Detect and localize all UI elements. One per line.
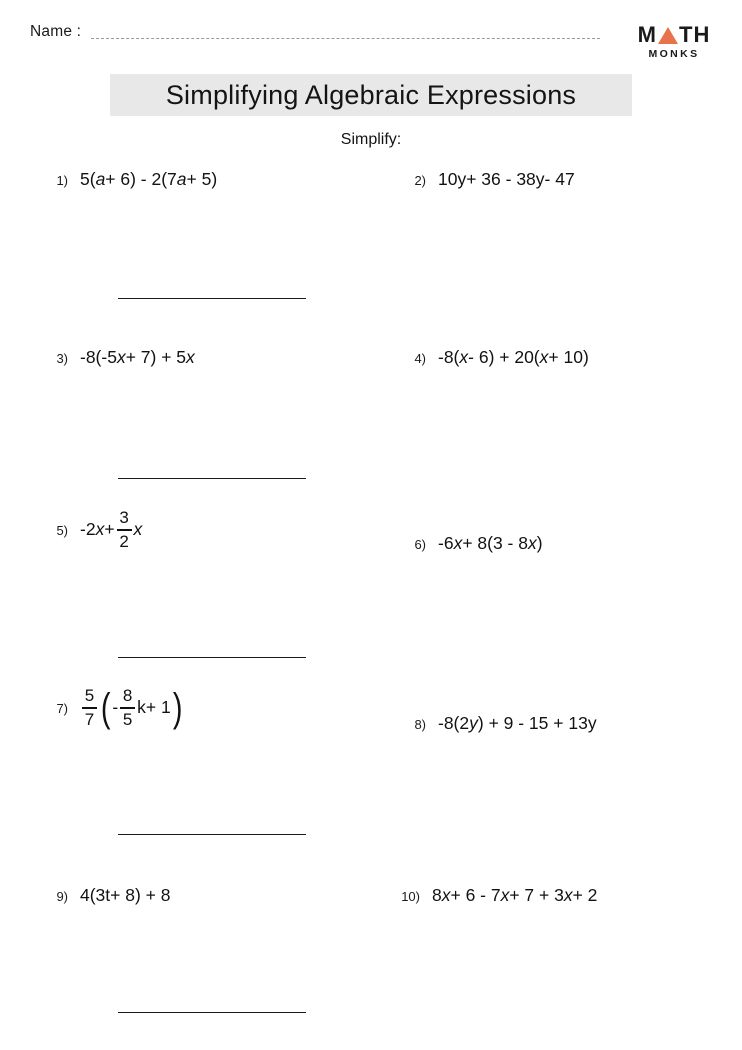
- answer-line-5[interactable]: [118, 657, 306, 658]
- problem-cell-2: [396, 152, 726, 330]
- problem-expression-5: [80, 509, 142, 550]
- problem-expression-3: [80, 347, 195, 369]
- variable: t: [105, 885, 111, 906]
- problem-expression-2: [438, 169, 575, 191]
- problem-number-8: 8): [414, 716, 426, 732]
- problem-number-2: 2): [414, 172, 426, 188]
- problem-cell-1: [38, 152, 368, 330]
- problem-expression-10: [432, 885, 597, 907]
- variable: y: [469, 713, 478, 734]
- problem-expression-8: [438, 713, 597, 735]
- variable: x: [539, 347, 549, 368]
- expr-segment: -8(: [438, 347, 460, 368]
- variable: y: [587, 713, 597, 734]
- answer-line-7[interactable]: [118, 834, 306, 835]
- fraction-5-over-7: [82, 687, 97, 728]
- expr-segment: + 1: [145, 697, 171, 718]
- fraction-bar: [117, 529, 132, 531]
- variable: x: [441, 885, 451, 906]
- problem-number-4: 4): [414, 350, 426, 366]
- expr-segment: 5(: [80, 169, 96, 190]
- expr-segment: -6: [438, 533, 454, 554]
- variable: x: [459, 347, 469, 368]
- problem-expression-4: [438, 347, 589, 369]
- logo-wordmark: [628, 24, 720, 46]
- problem-statement-6: [396, 522, 543, 566]
- open-paren: (: [100, 685, 111, 730]
- page-title: Simplifying Algebraic Expressions: [165, 79, 577, 110]
- problem-statement-3: [38, 336, 195, 380]
- problem-statement-4: [396, 336, 589, 380]
- logo-triangle-icon: [658, 27, 678, 44]
- problem-sheet: [0, 152, 742, 1042]
- fraction-bar: [120, 707, 135, 709]
- fraction-denominator: 2: [119, 531, 129, 551]
- problem-row: [0, 686, 742, 864]
- expr-segment: -8(2: [438, 713, 470, 734]
- variable: x: [186, 347, 195, 368]
- answer-line-1[interactable]: [118, 298, 306, 299]
- problem-cell-6: [396, 508, 726, 686]
- problem-expression-7: [80, 687, 184, 728]
- fraction-3-over-2: [117, 509, 132, 550]
- variable: x: [500, 885, 510, 906]
- problem-statement-5: [38, 508, 142, 552]
- close-paren: ): [172, 685, 183, 730]
- worksheet-title-bar: [110, 74, 632, 116]
- variable: a: [176, 169, 187, 190]
- page-header: [0, 0, 742, 62]
- problem-cell-8: [396, 686, 726, 864]
- variable: y: [457, 169, 467, 190]
- name-field-row: [30, 24, 600, 40]
- expr-segment: 8: [432, 885, 442, 906]
- expr-segment: + 10): [548, 347, 589, 368]
- problem-statement-9: [38, 874, 171, 918]
- problem-cell-5: [38, 508, 368, 686]
- expr-segment: - 47: [544, 169, 575, 190]
- problem-cell-3: [38, 330, 368, 508]
- problem-number-5: 5): [56, 522, 68, 538]
- fraction-bar: [82, 707, 97, 709]
- expr-segment: -: [112, 697, 119, 718]
- problem-expression-1: [80, 169, 217, 191]
- problem-statement-10: [390, 874, 597, 918]
- expr-segment: + 5): [186, 169, 218, 190]
- instruction-text: Simplify:: [340, 131, 402, 148]
- fraction-numerator: 5: [84, 686, 95, 706]
- problem-expression-6: [438, 533, 543, 555]
- logo-letters-th: TH: [679, 22, 711, 47]
- expr-segment: 10: [438, 169, 458, 190]
- expr-segment: 4(3: [80, 885, 106, 906]
- variable: x: [453, 533, 463, 554]
- problem-cell-9: [38, 864, 368, 1042]
- problem-row: [0, 508, 742, 686]
- expr-segment: + 2: [572, 885, 598, 906]
- variable: x: [527, 533, 537, 554]
- problem-statement-8: [396, 702, 597, 746]
- name-input-blank[interactable]: [91, 37, 600, 39]
- variable: x: [563, 885, 573, 906]
- answer-line-9[interactable]: [118, 1012, 306, 1013]
- expr-segment: ): [536, 533, 543, 554]
- problem-cell-10: [396, 864, 726, 1042]
- variable: x: [116, 347, 126, 368]
- name-label: Name :: [30, 23, 82, 40]
- problem-statement-1: [38, 158, 217, 202]
- logo-subtitle: MONKS: [648, 48, 700, 60]
- problem-number-9: 9): [56, 888, 68, 904]
- variable: x: [133, 519, 143, 540]
- problem-number-10: 10): [401, 888, 420, 904]
- problem-cell-7: [38, 686, 368, 864]
- variable: a: [95, 169, 106, 190]
- variable: x: [95, 519, 105, 540]
- fraction-denominator: 5: [122, 709, 133, 729]
- expr-segment: -2: [80, 519, 96, 540]
- expr-segment: - 6) + 20(: [468, 347, 540, 368]
- problem-statement-7: [38, 686, 184, 730]
- problem-number-1: 1): [56, 172, 68, 188]
- expr-segment: + 7) + 5: [125, 347, 187, 368]
- expr-segment: + 36 - 38: [466, 169, 536, 190]
- problem-expression-9: [80, 885, 171, 907]
- problem-row: [0, 152, 742, 330]
- expr-segment: ) + 9 - 15 + 13: [477, 713, 588, 734]
- answer-line-3[interactable]: [118, 478, 306, 479]
- fraction-8-over-5: [120, 687, 135, 728]
- expr-segment: -8(-5: [80, 347, 117, 368]
- expr-segment: + 6) - 2(7: [105, 169, 177, 190]
- expr-segment: + 6 - 7: [450, 885, 501, 906]
- problem-row: [0, 330, 742, 508]
- problem-number-7: 7): [56, 700, 68, 716]
- expr-segment: + 7 + 3: [509, 885, 564, 906]
- problem-number-3: 3): [56, 350, 68, 366]
- expr-segment: + 8(3 - 8: [462, 533, 528, 554]
- fraction-numerator: 3: [119, 508, 129, 528]
- math-monks-logo: [628, 24, 720, 60]
- logo-letter-m: M: [637, 22, 657, 47]
- problem-statement-2: [396, 158, 575, 202]
- problem-row: [0, 864, 742, 1042]
- problem-cell-4: [396, 330, 726, 508]
- expr-segment: +: [104, 519, 115, 540]
- variable: k: [137, 697, 146, 718]
- variable: y: [535, 169, 545, 190]
- expr-segment: + 8) + 8: [110, 885, 171, 906]
- problem-number-6: 6): [414, 536, 426, 552]
- fraction-denominator: 7: [84, 709, 95, 729]
- fraction-numerator: 8: [122, 686, 133, 706]
